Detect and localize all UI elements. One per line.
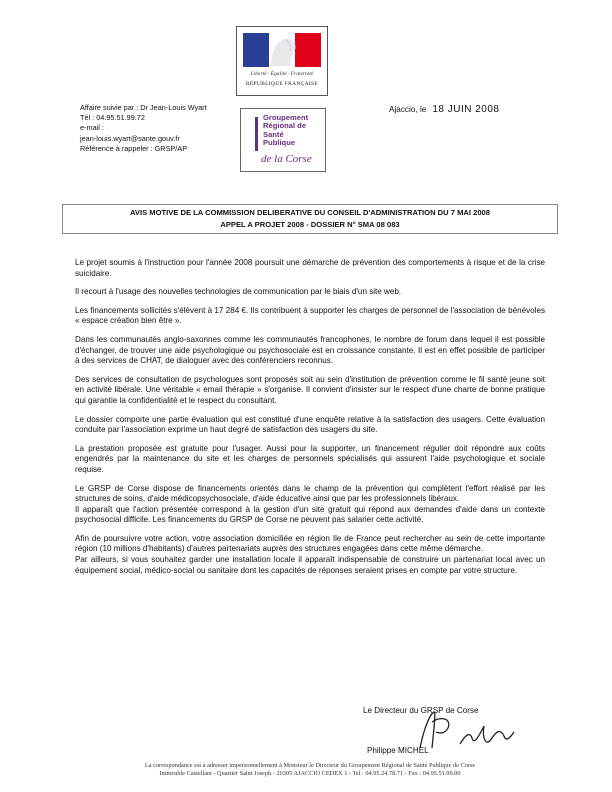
body-paragraph: Le dossier comporte une partie évaluation qui est constitué d'une enquête relative à la satisfaction des usagers. Cette évaluation conduite par l'association exprime un haut degré de satisfaction des usagers du site. xyxy=(75,414,545,435)
body-paragraph: Des services de consultation de psychologues sont proposés soit au sein d'institution de prévention comme le fil santé jeune soit en activité libérale. Une véritable « email thérapie » s'organise. Il convient d'insister sur le respect d'une charte de bonne pratique qui garantie la confidentialité et le respect du consultant. xyxy=(75,374,545,405)
footer-line-1: La correspondance est à adresser impersonnellement à Monsieur le Directeur du Groupement Régional de Santé Publique de Corse xyxy=(144,762,476,769)
body-paragraph: Le projet soumis à l'instruction pour l'année 2008 poursuit une démarche de prévention des comportements à risque et de la crise suicidaire. xyxy=(75,258,545,278)
date-stamp: 18 JUIN 2008 xyxy=(432,104,500,115)
grsp-line: Groupement xyxy=(263,113,309,122)
grsp-line: Publique xyxy=(263,138,296,148)
signatory-role: Le Directeur du GRSP de Corse xyxy=(363,706,479,715)
footer-line-2: Immeuble Castellani - Quartier Saint Joseph - 20305 AJACCIO CEDEX 1 - Tel : 04.95.24.78.71 - Fax : 04.95.51.99.00 xyxy=(159,770,461,777)
sender-info xyxy=(80,103,207,154)
republic-name: RÉPUBLIQUE FRANÇAISE xyxy=(245,81,319,87)
place: Ajaccio, le xyxy=(389,105,427,114)
grsp-bar-icon xyxy=(255,117,258,151)
document-title xyxy=(62,204,558,234)
grsp-name xyxy=(263,114,308,148)
marianne-profile-icon xyxy=(263,36,301,66)
sender-line: Tél : 04.95.51.99.72 xyxy=(80,113,145,123)
body-paragraph: Les financements sollicités s'élèvent à 17 284 €. Ils contribuent à supporter les charges de personnel de l'association de bénévoles « espace création bien être ». xyxy=(75,305,545,326)
republic-motto: Liberté · Égalité · Fraternité xyxy=(250,71,314,77)
body-paragraph: Il recourt à l'usage des nouvelles technologies de communication par le biais d'un site web. xyxy=(75,287,402,297)
sender-reference: Référence à rappeler : GRSP/AP xyxy=(80,143,188,153)
letter-body xyxy=(75,258,545,584)
tricolor-flag-icon xyxy=(243,33,321,67)
sender-email: jean-louis.wyart@sante.gouv.fr xyxy=(80,133,180,143)
grsp-logo xyxy=(240,108,326,172)
grsp-region: de la Corse xyxy=(261,153,312,165)
grsp-line: Santé xyxy=(263,129,284,139)
footer xyxy=(75,762,545,778)
body-paragraph: Le GRSP de Corse dispose de financements orientés dans le champ de la prévention qui complètent l'effort réalisé par les structures de soins, d'aide médicopsychosociale, d'aide éducative ainsi que par les professionnels libéraux. Il apparaît que l'action présentée correspond à la gestion d'un site gratuit qui répond aux demandes d'aide dans un contexte psychosocial difficile. Les financements du GRSP de Corse ne peuvent pas salarier cette activité. xyxy=(75,483,545,525)
signatory-name: Philippe MICHEL xyxy=(367,746,429,755)
body-paragraph: Afin de poursuivre votre action, votre association domiciliée en région Ile de France peut rechercher au sein de cette importante région (10 millions d'habitants) d'autres partenariats auprès des structures engagées dans cette même démarche. Par ailleurs, si vous souhaitez garder une installation locale il apparaît indispensable de construire un partenariat local avec un équipement social, médico-social ou sanitaire dont les capacités de réponses seraient prises en compte par votre structure. xyxy=(75,533,545,575)
grsp-line: Régional de xyxy=(263,121,307,131)
title-line-1: AVIS MOTIVE DE LA COMMISSION DELIBERATIVE DU CONSEIL D'ADMINISTRATION DU 7 MAI 2008 xyxy=(129,208,490,217)
body-paragraph: La prestation proposée est gratuite pour l'usager. Aussi pour la supporter, un financement régulier doit répondre aux coûts engendrés par la maintenance du site et les charges de personnels spécialisés qui assurent l'aide psychologique et sociale requise. xyxy=(75,443,545,474)
title-line-2: APPEL A PROJET 2008 - DOSSIER N° SMA 08 083 xyxy=(220,220,400,229)
body-paragraph: Dans les communautés anglo-saxonnes comme les communautés francophones, le nombre de forum dans lequel il est possible d'échanger, de trouver une aide psychologique ou psychosociale est en croissance constante. Il est en effet possible de participer à des services de CHAT, de dialoguer avec des conférenciers reconnus. xyxy=(75,334,545,366)
place-date xyxy=(389,104,499,115)
sender-line: Affaire suivie par : Dr Jean-Louis Wyart xyxy=(80,103,207,112)
sender-line: e-mail : xyxy=(80,123,104,133)
republique-francaise-logo xyxy=(236,26,328,96)
